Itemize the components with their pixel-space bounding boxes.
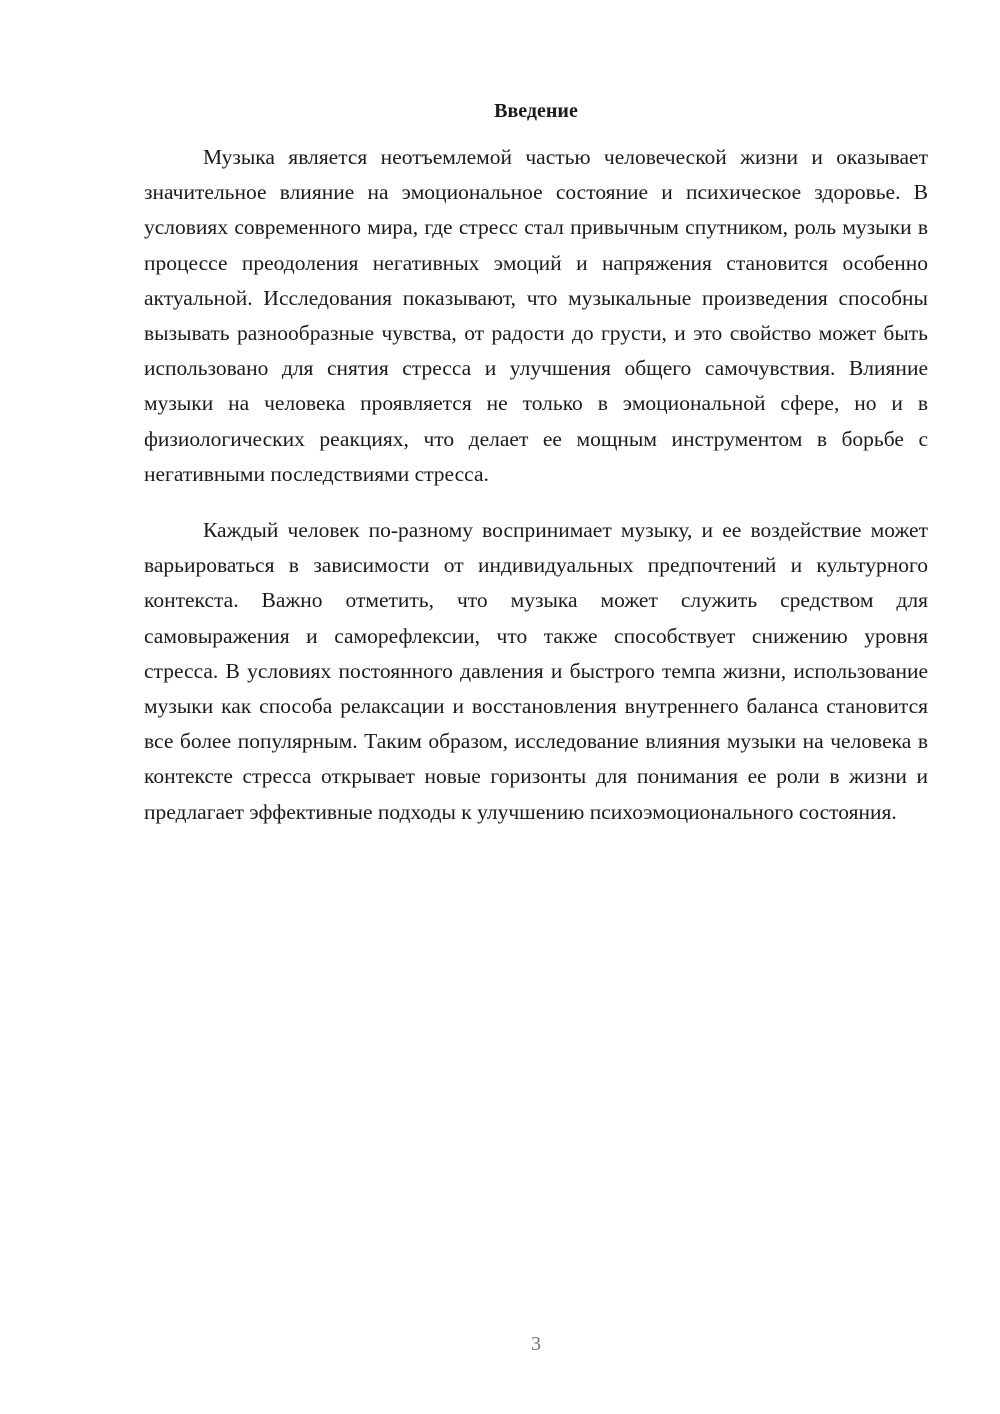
- paragraph-1: Музыка является неотъемлемой частью человеческой жизни и оказывает значительное влияние на эмоциональное состояние и психическое здоровье. В условиях современного мира, где стресс стал привычным спутником, роль музыки в процессе преодоления негативных эмоций и напряжения становится особенно актуальной. Исследования показывают, что музыкальные произведения способны вызывать разнообразные чувства, от радости до грусти, и это свойство может быть использовано для снятия стресса и улучшения общего самочувствия. Влияние музыки на человека проявляется не только в эмоциональной сфере, но и в физиологических реакциях, что делает ее мощным инструментом в борьбе с негативными последствиями стресса.: [144, 145, 928, 486]
- page-number: 3: [531, 1333, 541, 1355]
- paragraph-2: Каждый человек по-разному воспринимает музыку, и ее воздействие может варьироваться в зависимости от индивидуальных предпочтений и культурного контекста. Важно отметить, что музыка может служить средством для самовыражения и саморефлексии, что также способствует снижению уровня стресса. В условиях постоянного давления и быстрого темпа жизни, использование музыки как способа релаксации и восстановления внутреннего баланса становится все более популярным. Таким образом, исследование влияния музыки на человека в контексте стресса открывает новые горизонты для понимания ее роли в жизни и предлагает эффективные подходы к улучшению психоэмоционального состояния.: [144, 518, 928, 824]
- page-content: [144, 96, 928, 830]
- section-title: Введение: [494, 100, 578, 122]
